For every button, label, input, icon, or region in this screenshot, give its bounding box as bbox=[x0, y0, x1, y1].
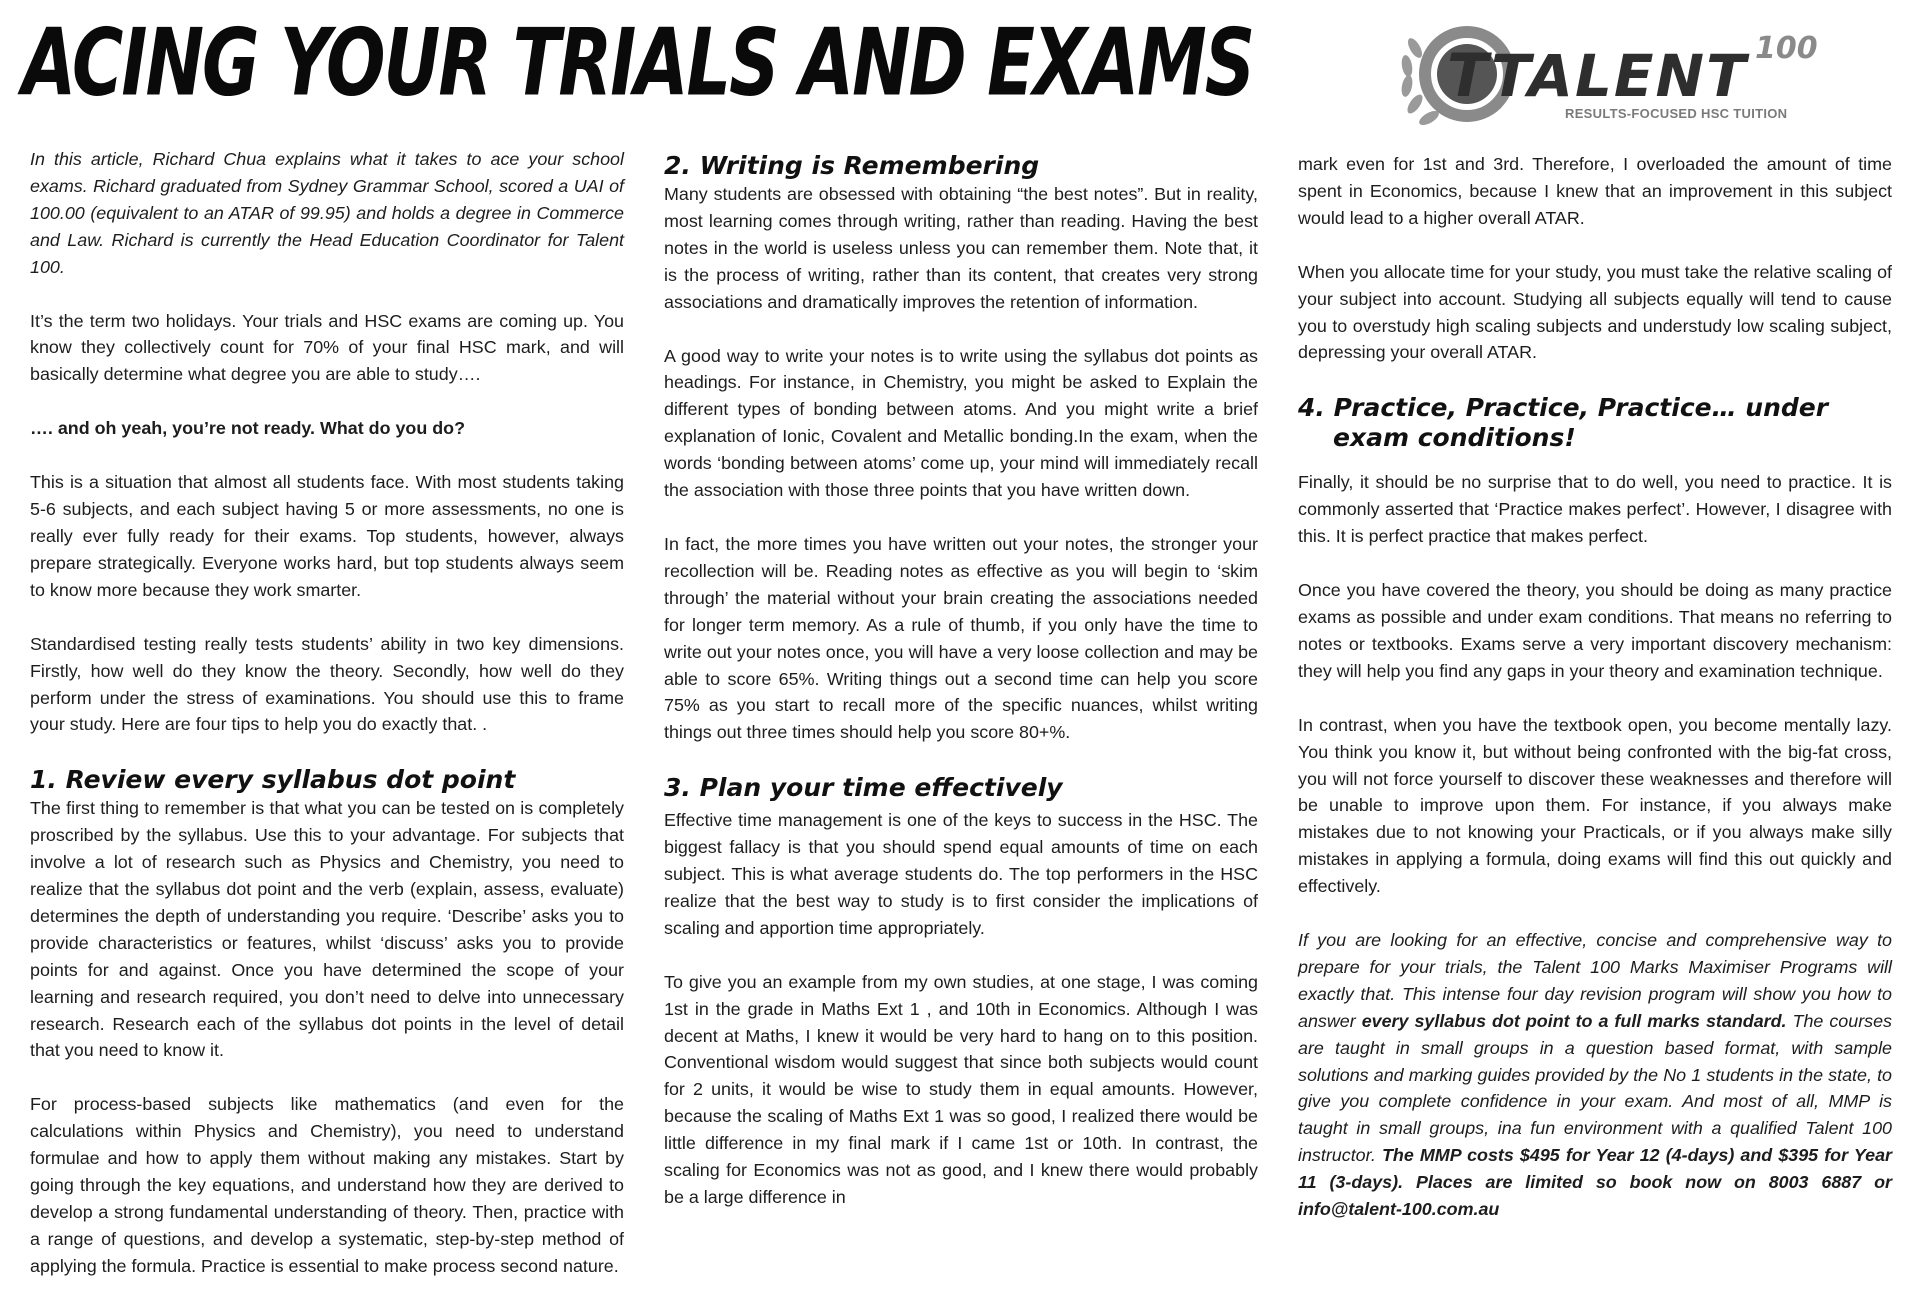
section-heading-3: 3. Plan your time effectively bbox=[664, 773, 1063, 803]
intro-paragraph: In this article, Richard Chua explains what it takes to ace your school exams. Richard graduated from Sydney Grammar School, scored a UAI of 100.00 (equivalent to an ATAR of 99.95) and holds a degree in Commerce and Law. Richard is currently the Head Education Coordinator for Talent 100. bbox=[30, 149, 624, 277]
body-paragraph: Once you have covered the theory, you should be doing as many practice exams as possible and under exam conditions. That means no referring to notes or textbooks. Exams serve a very important discovery mechanism: they will help you find any gaps in your theory and examination technique. bbox=[1298, 580, 1892, 681]
promo-paragraph bbox=[1298, 927, 1892, 1223]
article-column-3 bbox=[1298, 151, 1892, 1250]
section-heading-2: 2. Writing is Remembering bbox=[664, 151, 1040, 180]
body-paragraph: Standardised testing really tests students’ ability in two key dimensions. Firstly, how well do they know the theory. Secondly, how well do they perform under the stress of examinations. You should use this to frame your study. Here are four tips to help you do exactly that. . bbox=[30, 633, 624, 735]
page-headline: ACING YOUR TRIALS AND EXAMS bbox=[22, 8, 1254, 118]
body-paragraph: Effective time management is one of the keys to success in the HSC. The biggest fallacy is that you should spend equal amounts of time on each subject. This is what average students do. The top performers in the HSC realize that the best way to study is to first consider the implications of scaling and apportion time appropriately. bbox=[664, 810, 1258, 938]
body-paragraph: Finally, it should be no surprise that to do well, you need to practice. It is commonly asserted that ‘Practice makes perfect’. However, I disagree with this. It is perfect practice that makes perfect. bbox=[1298, 472, 1892, 547]
promo-pricing-contact: The MMP costs $495 for Year 12 (4-days) and $395 for Year 11 (3-days). Places are limited so book now on 8003 6887 or info@talent-100.com.au bbox=[1298, 1145, 1892, 1220]
article-column-2 bbox=[664, 151, 1258, 1238]
body-paragraph: mark even for 1st and 3rd. Therefore, I overloaded the amount of time spent in Economics, because I knew that an improvement in this subject would lead to a higher overall ATAR. bbox=[1298, 154, 1892, 228]
lead-in-question: …. and oh yeah, you’re not ready. What do you do? bbox=[30, 418, 466, 439]
body-paragraph: In fact, the more times you have written out your notes, the stronger your recollection will be. Reading notes as effective as you will begin to ‘skim through’ the material without your brain creating the associations needed for longer term memory. As a rule of thumb, if you only have the time to write out your notes once, you will have a very loose collection and may be able to score 65%. Writing things out a second time can help you score 75% as you start to recall more of the specific nuances, whilst writing things out three times should help you score 80+%. bbox=[664, 533, 1258, 743]
talent-100-logo bbox=[1395, 18, 1845, 133]
section-heading-4 bbox=[1298, 393, 1892, 453]
body-paragraph: For process-based subjects like mathematics (and even for the calculations within Physics and Chemistry), you need to understand formulae and how to apply them without making any mistakes. Start by going through the key equations, and understand how they are derived to develop a strong fundamental understanding of theory. Then, practice with a range of questions, and develop a systematic, step-by-step method of applying the formula. Practice is essential to make process second nature. bbox=[30, 1094, 624, 1276]
body-paragraph: In contrast, when you have the textbook open, you become mentally lazy. You think you know it, but without being confronted with the big-fat cross, you will not force yourself to discover these weaknesses and therefore will be unable to improve upon them. For instance, if you always make mistakes due to not knowing your Practicals, or if you always make silly mistakes in applying a formula, doing exams will find this out quickly and effectively. bbox=[1298, 714, 1892, 897]
promo-text: If you are looking for an effective, concise and comprehensive way to prepare for your trials, the Talent 100 Marks Maximiser Programs will exactly that. This intense four day revision program will show you how to answer bbox=[1298, 930, 1892, 1031]
body-paragraph: Many students are obsessed with obtaining “the best notes”. But in reality, most learning comes through writing, rather than reading. Having the best notes in the world is useless unless you can remember them. Note that, it is the process of writing, rather than its content, that creates very strong associations and dramatically improves the retention of information. bbox=[664, 184, 1258, 312]
body-paragraph: This is a situation that almost all students face. With most students taking 5-6 subjects, and each subject having 5 or more assessments, no one is really ever fully ready for their exams. Top students, however, always prepare strategically. Everyone works hard, but top students always seem to know more because they work smarter. bbox=[30, 472, 624, 600]
body-paragraph: When you allocate time for your study, you must take the relative scaling of your subject into account. Studying all subjects equally will tend to cause you to overstudy high scaling subjects and understudy low scaling subject, depressing your overall ATAR. bbox=[1298, 261, 1892, 363]
promo-highlight: every syllabus dot point to a full marks standard. bbox=[1361, 1010, 1787, 1031]
logo-superscript: 100 bbox=[1755, 31, 1818, 66]
section-heading-4-line-2: exam conditions! bbox=[1333, 423, 1576, 453]
svg-text:T: T bbox=[1447, 41, 1488, 111]
section-heading-1: 1. Review every syllabus dot point bbox=[30, 765, 516, 795]
logo-wordmark: TALENT bbox=[1491, 42, 1748, 110]
body-paragraph: The first thing to remember is that what you can be tested on is completely proscribed by the syllabus. Use this to your advantage. For subjects that involve a lot of research such as Physics and Chemistry, you need to realize that the syllabus dot point and the verb (explain, assess, evaluate) determines the depth of understanding you require. ‘Describe’ asks you to provide characteristics or features, whilst ‘discuss’ asks you to provide points for and against. Once you have determined the scope of your learning and research required, you don’t need to delve into unnecessary research. Research each of the syllabus dot points in the level of detail that you need to know it. bbox=[30, 798, 624, 1061]
promo-text: The courses are taught in small groups in a question based format, with sample solutions and marking guides provided by the No 1 students in the state, to give you complete confidence in your exam. And most of all, MMP is taught in small groups, ina fun environment with a qualified Talent 100 instructor. bbox=[1298, 1010, 1892, 1166]
article-column-1 bbox=[30, 146, 624, 1307]
body-paragraph: A good way to write your notes is to write using the syllabus dot points as headings. For instance, in Chemistry, you might be asked to Explain the different types of bonding between atoms. And you might write a brief explanation of Ionic, Covalent and Metallic bonding.In the exam, when the words ‘bonding between atoms’ come up, your mind will immediately recall the association with those three points that you have written down. bbox=[664, 345, 1258, 501]
logo-tagline: RESULTS-FOCUSED HSC TUITION bbox=[1565, 106, 1788, 121]
section-heading-4-line-1: 4. Practice, Practice, Practice… under bbox=[1298, 393, 1829, 423]
body-paragraph: To give you an example from my own studies, at one stage, I was coming 1st in the grade in Maths Ext 1 , and 10th in Economics. Although I was decent at Maths, I knew it would be very hard to hang on to this position. Conventional wisdom would suggest that since both subjects would count for 2 units, it would be wise to study them in equal amounts. However, because the scaling of Maths Ext 1 was so good, I realized there would be little difference in my final mark if I came 1st or 10th. In contrast, the scaling for Economics was not as good, and I knew there would probably be a large difference in bbox=[664, 971, 1258, 1207]
body-paragraph: It’s the term two holidays. Your trials and HSC exams are coming up. You know they collectively count for 70% of your final HSC mark, and will basically determine what degree you are able to study…. bbox=[30, 310, 624, 385]
